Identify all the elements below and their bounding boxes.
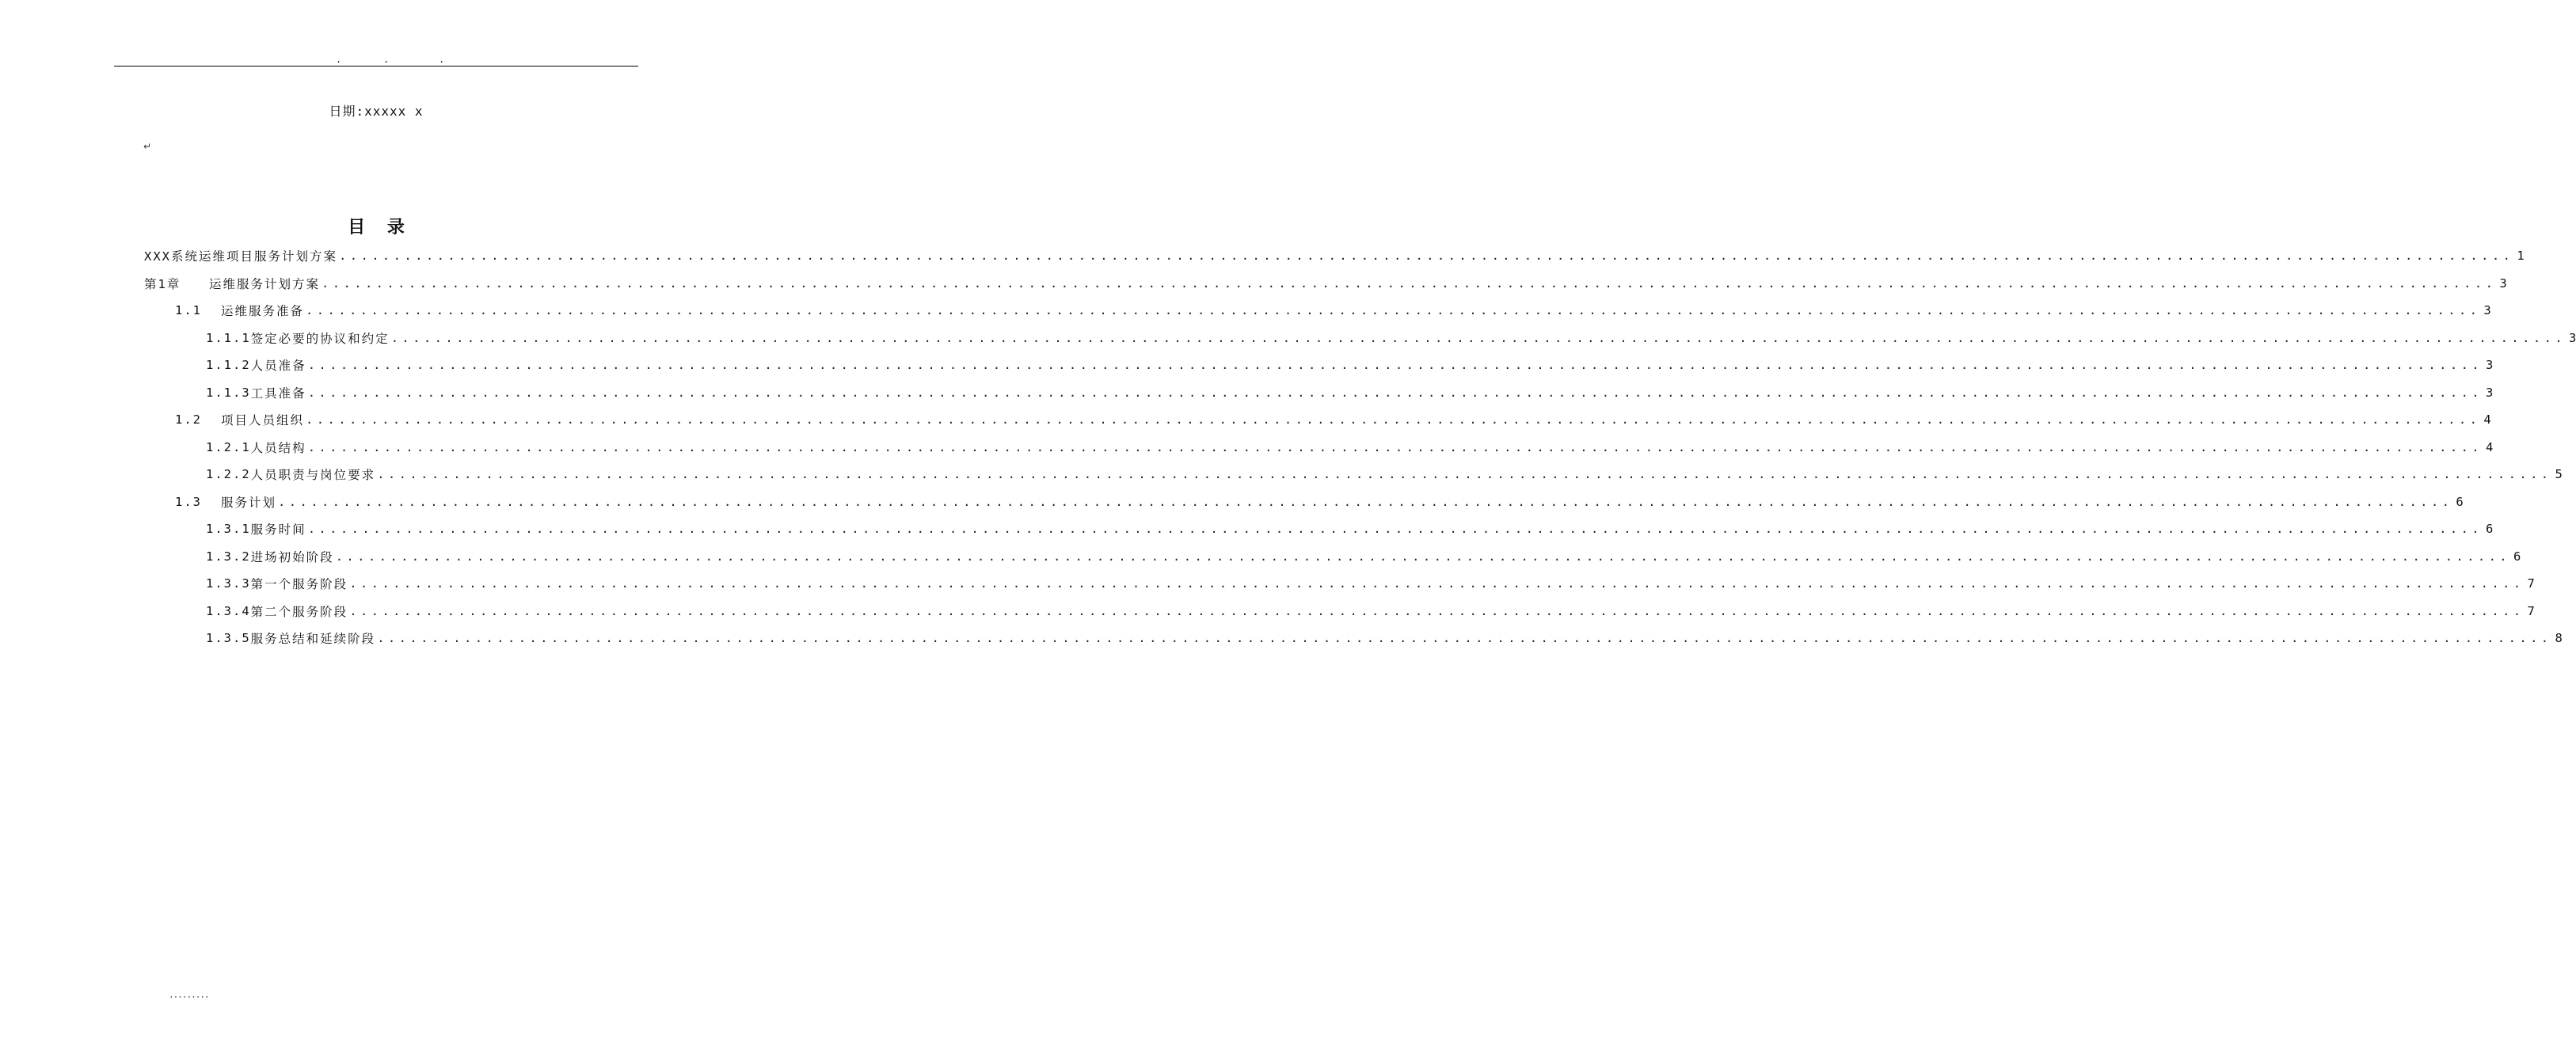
header-mark: .: [383, 54, 390, 65]
toc-entry-text: 运维服务准备: [221, 304, 305, 318]
toc-entry-text: 人员准备: [250, 359, 306, 373]
toc-entry-text: 工具准备: [250, 386, 306, 401]
toc-entry-number: 1.3.5: [206, 631, 251, 645]
date-line: 日期:xxxxx x: [329, 104, 424, 119]
toc-entry[interactable]: [206, 625, 2563, 652]
toc-entry-page: 6: [2456, 494, 2464, 509]
toc-entry-page: 3: [2483, 303, 2491, 317]
toc-entry-text: 人员职责与岗位要求: [250, 468, 376, 482]
toc-entry[interactable]: [206, 515, 2494, 542]
toc-entry-number: 1.3.2: [206, 549, 251, 564]
toc-dot-leader: ........................................................................................................................................................................................................: [322, 276, 2497, 291]
toc-entry-page: 3: [2486, 385, 2494, 400]
toc-entry-page: 6: [2486, 522, 2494, 536]
toc-entry-number: 1.1.1: [206, 330, 251, 345]
toc-entry-number: 1.2.2: [206, 467, 251, 481]
toc-entry[interactable]: [206, 543, 2521, 570]
toc-entry-page: 7: [2527, 576, 2535, 591]
toc-entry-text: 进场初始阶段: [250, 549, 334, 564]
toc-dot-leader: ........................................................................................................................................................................................................: [278, 494, 2453, 509]
toc-entry[interactable]: [175, 488, 2464, 515]
paragraph-mark-icon: ↵: [143, 141, 152, 152]
toc-entry[interactable]: [206, 379, 2494, 406]
toc-entry-number: 1.1: [175, 303, 202, 317]
toc-dot-leader: ........................................................................................................................................................................................................: [307, 385, 2483, 400]
toc-entry-text: 服务计划: [221, 495, 277, 510]
toc-dot-leader: ........................................................................................................................................................................................................: [390, 330, 2566, 345]
toc-dot-leader: ........................................................................................................................................................................................................: [339, 249, 2514, 263]
toc-dot-leader: ........................................................................................................................................................................................................: [335, 549, 2511, 564]
toc-entry[interactable]: [206, 570, 2535, 597]
toc-entry[interactable]: [206, 598, 2535, 625]
toc-entry[interactable]: [206, 352, 2494, 378]
toc-dot-leader: ........................................................................................................................................................................................................: [307, 522, 2483, 536]
toc-entry-page: 3: [2486, 358, 2494, 372]
toc-entry[interactable]: [144, 242, 2525, 269]
toc-entry-page: 1: [2517, 249, 2525, 263]
toc-entry-page: 4: [2483, 412, 2491, 427]
toc-dot-leader: ........................................................................................................................................................................................................: [306, 303, 2481, 317]
toc-entry-number: 1.3: [175, 494, 202, 509]
toc-entry-number: 第1章: [144, 276, 181, 291]
toc-title: 目 录: [348, 218, 413, 238]
toc-entry-page: 3: [2499, 276, 2507, 291]
toc-entry[interactable]: [175, 297, 2491, 324]
toc-entry-page: 6: [2513, 549, 2521, 564]
toc-dot-leader: ........................................................................................................................................................................................................: [307, 358, 2483, 372]
toc-entry[interactable]: [206, 461, 2563, 488]
toc-dot-leader: ........................................................................................................................................................................................................: [349, 603, 2525, 618]
toc-entry-page: 4: [2486, 439, 2494, 454]
header-mark: .: [336, 54, 342, 65]
toc-entry-text: 项目人员组织: [221, 413, 305, 428]
toc-entry-text: 运维服务计划方案: [209, 276, 321, 291]
toc-entry[interactable]: [206, 434, 2494, 461]
footer-marks: .........: [169, 990, 209, 1000]
toc-entry[interactable]: [206, 325, 2576, 352]
toc-entry-number: 1.3.3: [206, 576, 251, 591]
toc-entry-page: 8: [2555, 631, 2563, 645]
toc-entry-text: XXX系统运维项目服务计划方案: [144, 249, 337, 264]
toc-dot-leader: ........................................................................................................................................................................................................: [377, 631, 2552, 645]
toc-entry-text: 人员结构: [250, 440, 306, 455]
toc-entry-page: 5: [2555, 467, 2563, 481]
header-marks: [114, 54, 638, 65]
toc-entry-text: 第一个服务阶段: [250, 577, 348, 591]
toc-entry-number: 1.1.2: [206, 358, 251, 372]
toc-dot-leader: ........................................................................................................................................................................................................: [307, 439, 2483, 454]
toc-entry-number: 1.2: [175, 412, 202, 427]
toc-entry-page: 3: [2569, 330, 2576, 345]
toc-entry-number: 1.3.1: [206, 522, 251, 536]
header-mark: .: [439, 54, 445, 65]
toc-entry-number: 1.1.3: [206, 385, 251, 400]
toc-dot-leader: ........................................................................................................................................................................................................: [306, 412, 2481, 427]
toc-dot-leader: ........................................................................................................................................................................................................: [349, 576, 2525, 591]
toc-entry-number: 1.3.4: [206, 603, 251, 618]
toc-entry-text: 签定必要的协议和约定: [250, 331, 390, 346]
toc-dot-leader: ........................................................................................................................................................................................................: [377, 467, 2552, 481]
toc-entry-text: 服务时间: [250, 522, 306, 537]
toc-entry-text: 服务总结和延续阶段: [250, 632, 376, 646]
toc-entry[interactable]: [144, 270, 2507, 297]
toc-entry[interactable]: [175, 406, 2491, 433]
toc-entry-text: 第二个服务阶段: [250, 604, 348, 619]
toc-entry-number: 1.2.1: [206, 439, 251, 454]
toc-entry-page: 7: [2527, 603, 2535, 618]
